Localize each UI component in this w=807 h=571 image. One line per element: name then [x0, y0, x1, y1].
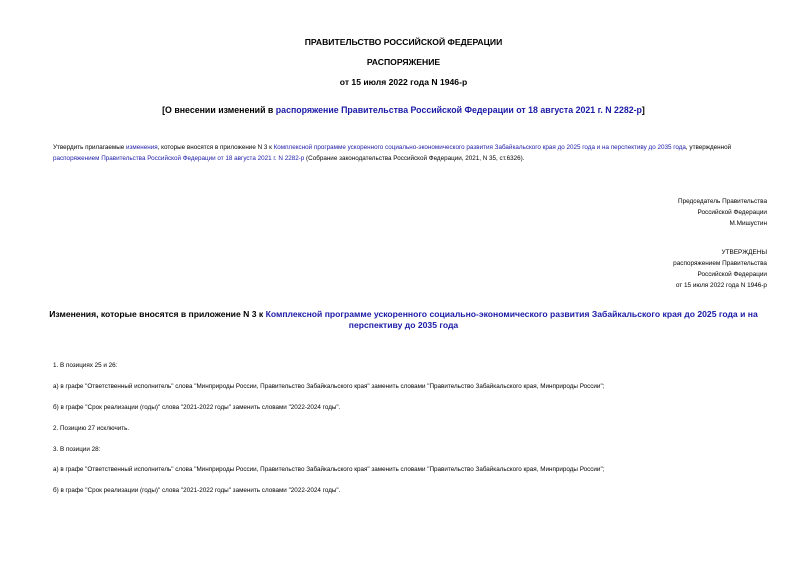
- intro-text-2: , которые вносятся в приложение N 3 к: [157, 144, 274, 151]
- intro-text-1: Утвердить прилагаемые: [53, 144, 126, 151]
- title-bracket-open: [О внесении изменений в: [162, 105, 276, 115]
- intro-paragraph: [53, 142, 775, 164]
- intro-link-program[interactable]: Комплексной программе ускоренного социально-экономического развития Забайкальского края до 2025 года и на перспективу до 2035 года: [273, 144, 686, 151]
- document-type: РАСПОРЯЖЕНИЕ: [366, 57, 441, 67]
- signature-line-1: Председатель Правительства: [678, 198, 767, 205]
- intro-link-changes[interactable]: изменения: [126, 144, 158, 151]
- approved-line-4: от 15 июля 2022 года N 1946-р: [675, 282, 767, 289]
- intro-text-3: , утвержденной: [685, 144, 732, 151]
- changes-heading: [40, 309, 767, 331]
- intro-link-decree[interactable]: распоряжением Правительства Российской Федерации от 18 августа 2021 г. N 2282-р: [53, 155, 305, 162]
- approved-block: [673, 247, 767, 291]
- government-heading: ПРАВИТЕЛЬСТВО РОССИЙСКОЙ ФЕДЕРАЦИИ: [304, 37, 503, 47]
- changes-heading-link[interactable]: Комплексной программе ускоренного социально-экономического развития Забайкальского края до 2025 года и на перспективу до 2035 года: [265, 309, 758, 330]
- list-item: а) в графе "Ответственный исполнитель" слова "Минприроды России, Правительство Забайкальского края" заменить словами "Правительство Забайкальского края, Минприроды России";: [53, 383, 605, 390]
- signature-line-2: Российской Федерации: [697, 209, 767, 216]
- list-item: б) в графе "Срок реализации (годы)" слова "2021-2022 годы" заменить словами "2022-2024 годы".: [53, 487, 341, 494]
- list-item: 1. В позициях 25 и 26:: [53, 362, 118, 369]
- signature-block: [678, 196, 767, 229]
- approved-line-3: Российской Федерации: [697, 271, 767, 278]
- document-date-number: от 15 июля 2022 года N 1946-р: [339, 77, 468, 87]
- title-link[interactable]: распоряжение Правительства Российской Федерации от 18 августа 2021 г. N 2282-р: [275, 105, 642, 115]
- signature-line-3: М.Мишустин: [729, 220, 767, 227]
- list-item: 2. Позицию 27 исключить.: [53, 425, 130, 432]
- title-bracket-close: ]: [641, 105, 645, 115]
- approved-line-1: УТВЕРЖДЕНЫ: [721, 249, 767, 256]
- list-item: б) в графе "Срок реализации (годы)" слова "2021-2022 годы" заменить словами "2022-2024 годы".: [53, 404, 341, 411]
- list-item: а) в графе "Ответственный исполнитель" слова "Минприроды России, Правительство Забайкальского края" заменить словами "Правительство Забайкальского края, Минприроды России";: [53, 466, 605, 473]
- changes-heading-text: Изменения, которые вносятся в приложение N 3 к: [49, 309, 266, 319]
- approved-line-2: распоряжением Правительства: [673, 260, 767, 267]
- document-title: [0, 105, 807, 115]
- intro-text-4: (Собрание законодательства Российской Федерации, 2021, N 35, ст.6326).: [304, 155, 525, 162]
- list-item: 3. В позиции 28:: [53, 446, 101, 453]
